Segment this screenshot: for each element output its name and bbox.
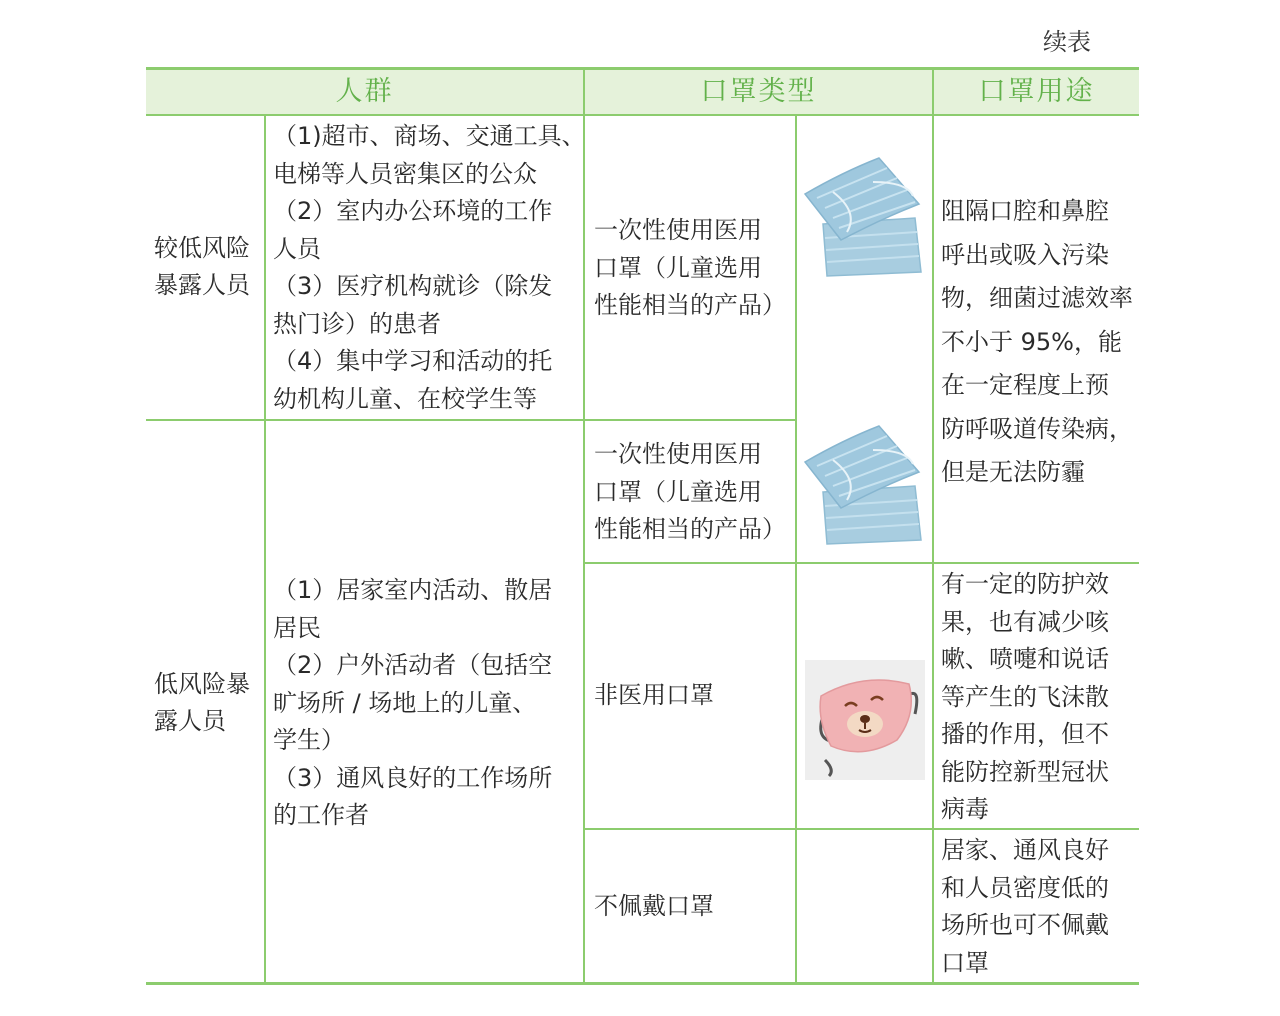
row-lower-risk-groups: （1）居家室内活动、散居 居民 （2）户外活动者（包括空 旷场所 / 场地上的儿童、 学生） （3）通风良好的工作场所 的工作者 [273,576,553,829]
usage-medical: 阻隔口腔和鼻腔 呼出或吸入污染 物，细菌过滤效率 不小于 95%，能 在一定程度上预 防呼吸道传染病， 但是无法防霾 [941,197,1133,486]
usage-none: 居家、通风良好 和人员密度低的 场所也可不佩戴 口罩 [941,836,1109,977]
col-divider-image [795,116,797,982]
header-usage: 口罩用途 [978,76,1095,107]
row-lower-risk-mask2: 非医用口罩 [594,681,714,709]
col-divider-name [264,116,266,982]
medical-mask-image [803,420,925,546]
row-lower-risk-name: 低风险暴 露人员 [154,670,250,735]
col-divider-usage [932,70,934,982]
row-low-risk-groups: （1)超市、商场、交通工具、 电梯等人员密集区的公众 （2）室内办公环境的工作 人员 （3）医疗机构就诊（除发 热门诊）的患者 （4）集中学习和活动的托 幼机构儿童、在校学生等 [273,122,586,413]
usage-nonmedical: 有一定的防护效 果，也有减少咳 嗽、喷嚏和说话 等产生的飞沫散 播的作用，但不 能防控新型冠状 病毒 [941,570,1109,823]
row-lower-risk-mask1: 一次性使用医用 口罩（儿童选用 性能相当的产品） [594,440,786,543]
header-bottom-border [146,114,1139,116]
table-bottom-border [146,982,1139,985]
mask-divider-1 [584,562,1139,564]
pink-cloth-mask-image [805,660,925,780]
header-mask-type: 口罩类型 [700,76,817,107]
row-lower-risk-mask3: 不佩戴口罩 [594,892,714,920]
row-divider [146,419,796,421]
row-low-risk-name: 较低风险 暴露人员 [154,234,250,299]
row-low-risk-mask-type: 一次性使用医用 口罩（儿童选用 性能相当的产品） [594,216,786,319]
header-group: 人群 [335,76,394,107]
medical-mask-image [803,152,925,278]
continued-label: 续表 [1043,28,1091,56]
